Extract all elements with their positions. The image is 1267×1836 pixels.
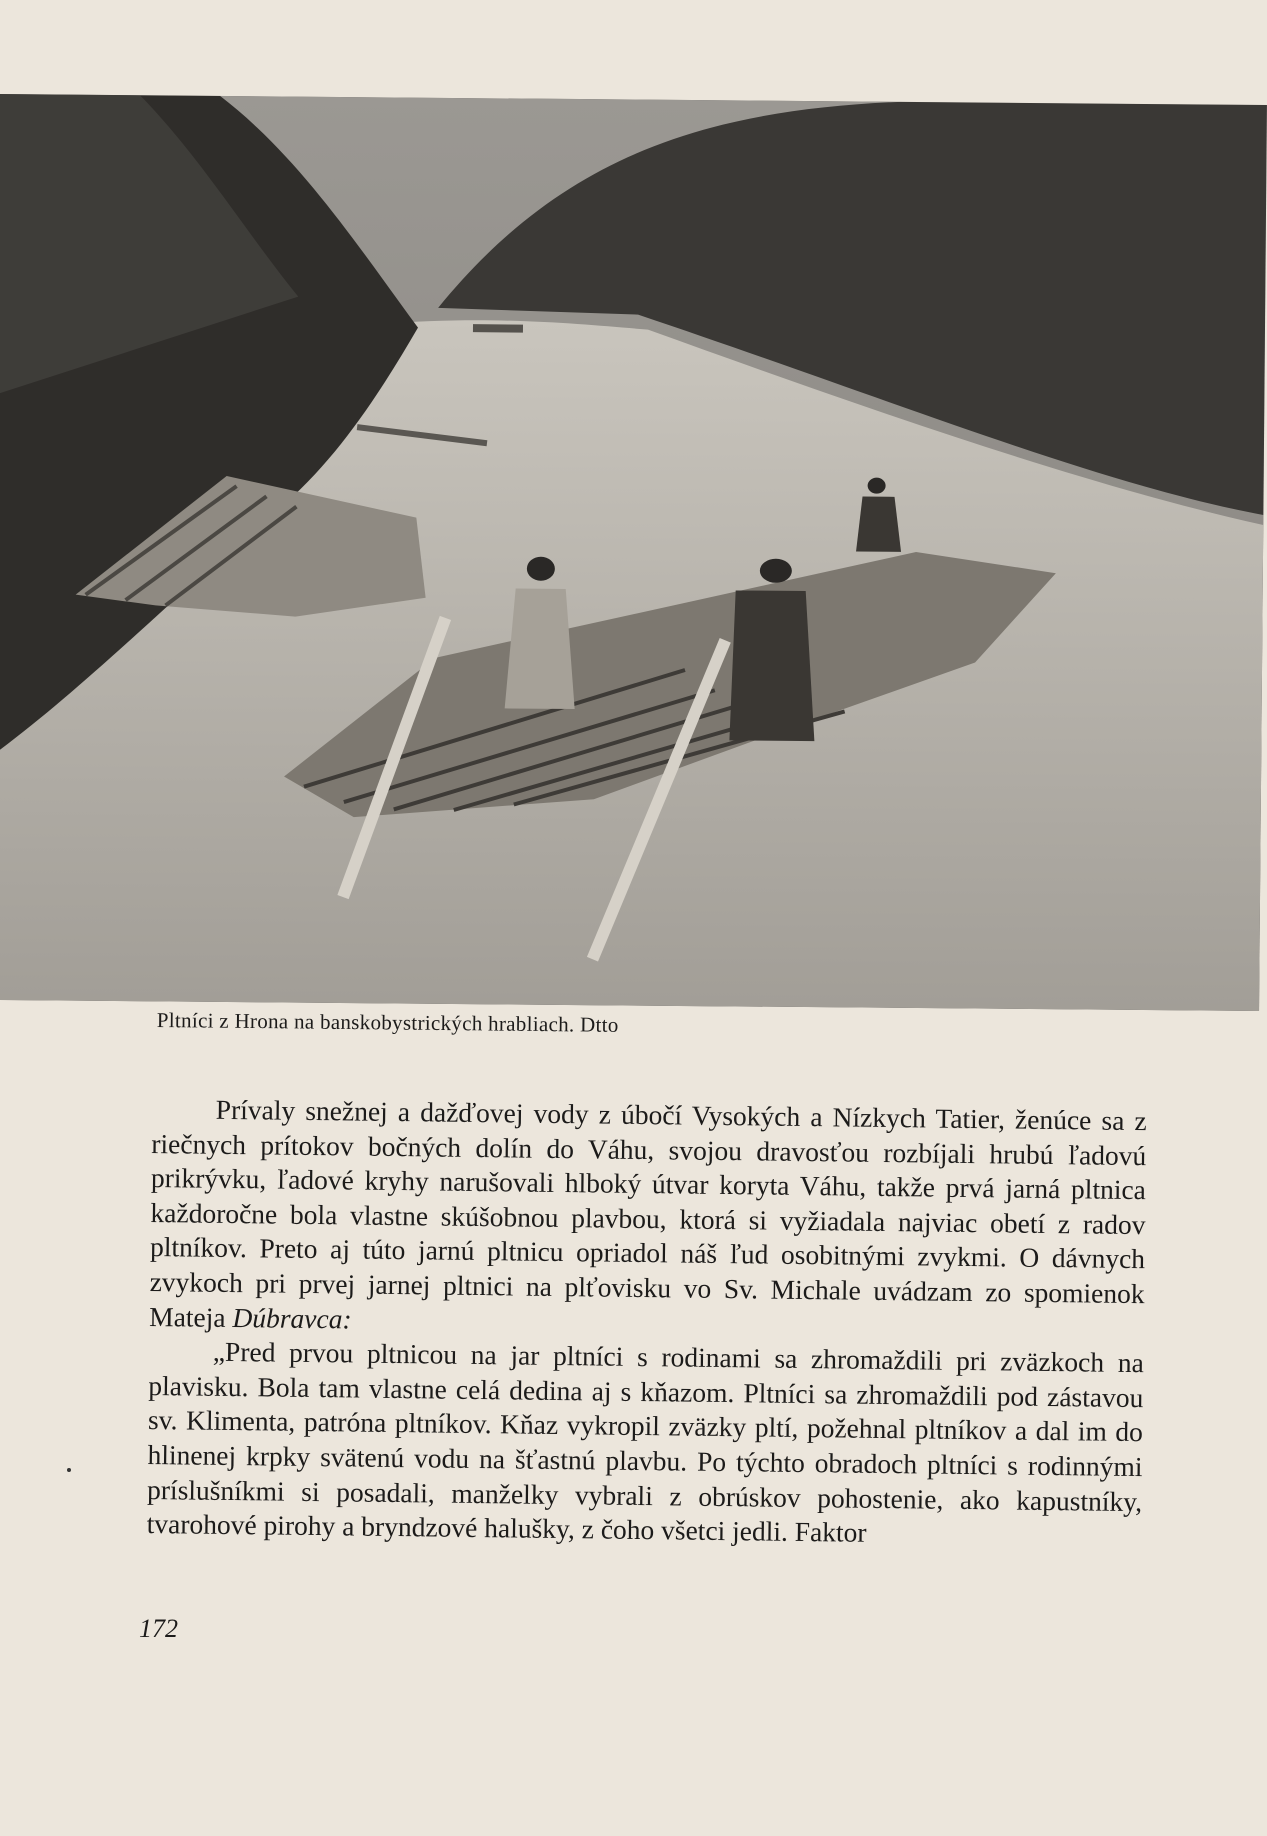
- author-name: Dúbravca:: [232, 1301, 352, 1335]
- photo-caption: Pltníci z Hrona na banskobystrických hrabliach. Dtto: [156, 1008, 619, 1037]
- paragraph: [149, 1092, 1147, 1346]
- page-number: 172: [139, 1614, 178, 1643]
- body-text: [147, 1092, 1147, 1554]
- print-speck: [67, 1468, 71, 1472]
- river-rafts-photograph: [0, 94, 1267, 1011]
- paragraph-text: Prívaly snežnej a dažďovej vody z úbočí Vysokých a Nízkych Tatier, ženúce sa z riečnych prítokov bočných dolín do Váhu, svojou dravosťou rozbíjali hrubú ľadovú prikrývku, ľadové kryhy narušovali hlboký útvar koryta Váhu, takže prvá jarná pltnica každoročne bola vlastne skúšobnou plavbou, ktorá si vyžiadala najviac obetí z radov pltníkov. Preto aj túto jarnú pltnicu opriadol náš ľud osobitnými zvykmi. O dávnych zvykoch pri prvej jarnej pltnici na plťovisku vo Sv. Michale uvádzam zo spomienok Mateja: [149, 1093, 1147, 1333]
- quote-paragraph: „Pred prvou pltnicou na jar pltníci s rodinami sa zhromaždili pri zväzkoch na plavisku. Bola tam vlastne celá dedina aj s kňazom. Pltníci sa zhromaždili pod zástavou sv. Klimenta, patróna pltníkov. Kňaz vykropil zväzky pltí, požehnal pltníkov a dal im do hlinenej krpky svätenú vodu na šťastnú plavbu. Po týchto obradoch pltníci s rodinnými príslušníkmi si posadali, manželky vybrali z obrúskov pohostenie, ako kapustníky, tvarohové pirohy a bryndzové halušky, z čoho všetci jedli. Faktor: [146, 1335, 1144, 1548]
